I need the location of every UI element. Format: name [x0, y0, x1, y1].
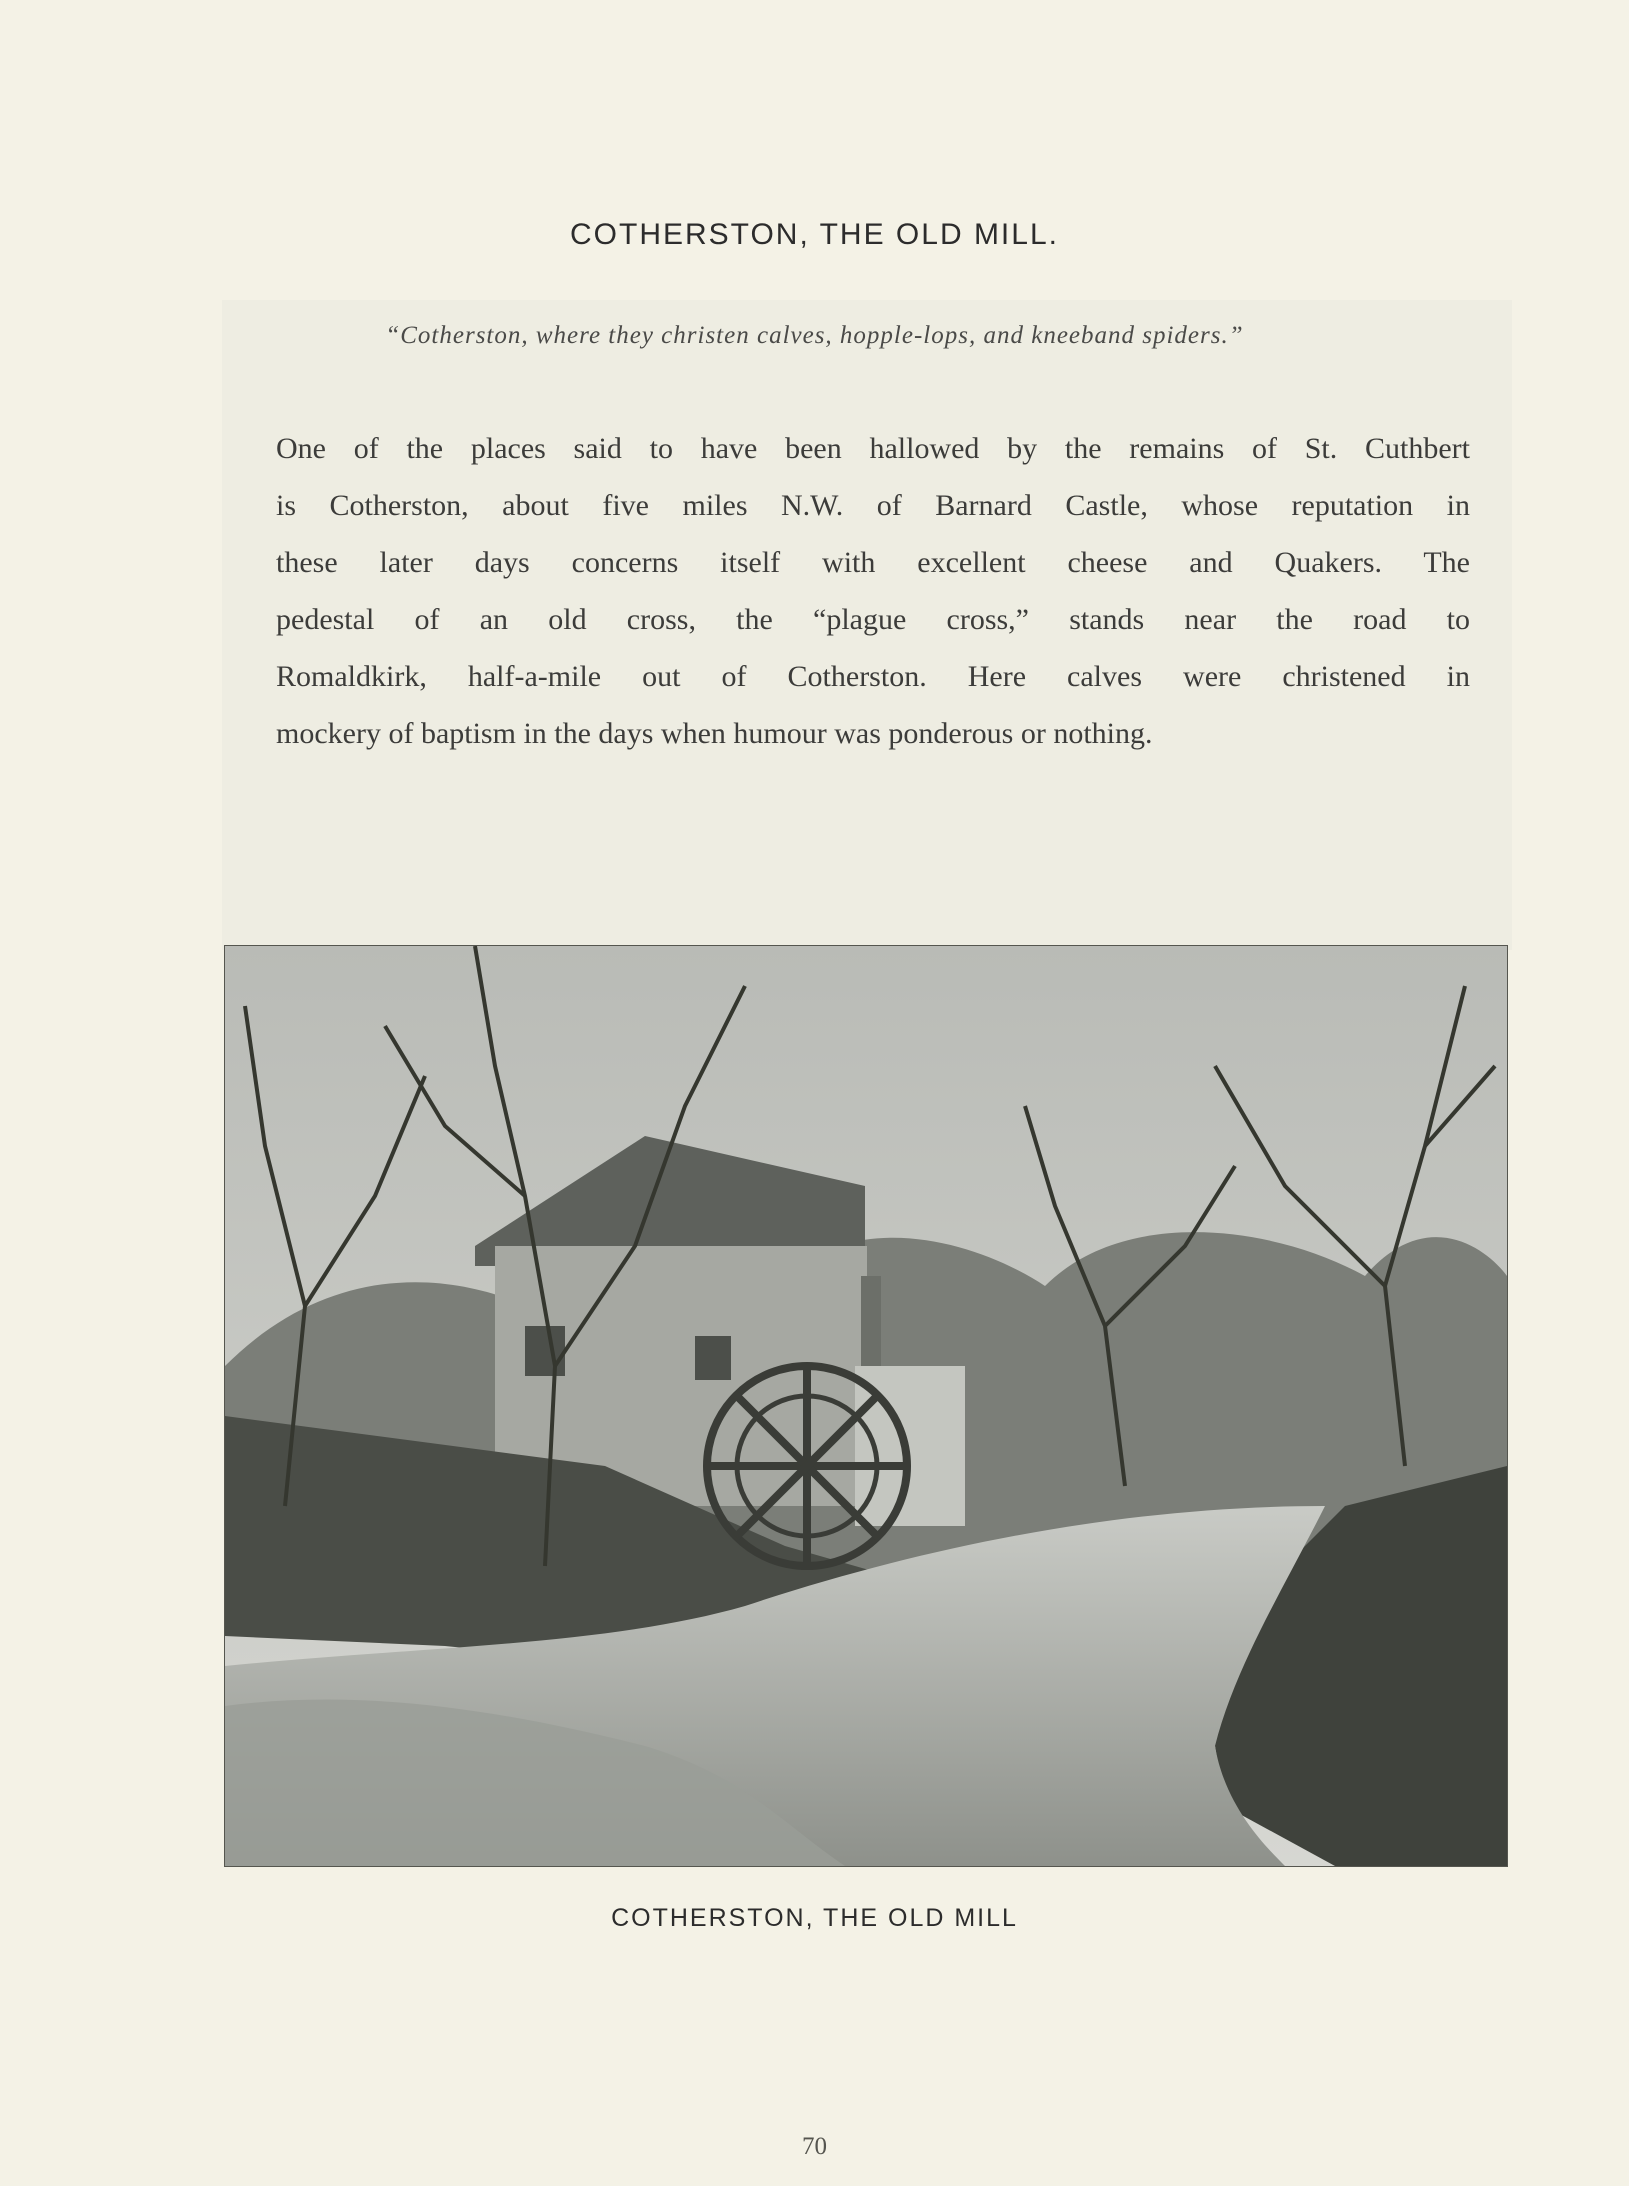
- water-wheel: [707, 1366, 907, 1566]
- paragraph-line: Romaldkirk, half-a-mile out of Cotherston. Here calves were christened in: [276, 660, 1470, 693]
- mill-window: [525, 1326, 565, 1376]
- paragraph-line: these later days concerns itself with excellent cheese and Quakers. The: [276, 546, 1470, 579]
- mill-chimney: [861, 1276, 881, 1366]
- old-mill-photograph: [224, 945, 1508, 1867]
- epigraph-quote: “Cotherston, where they christen calves, hopple-lops, and kneeband spiders.”: [385, 322, 1244, 349]
- paragraph-line: One of the places said to have been hallowed by the remains of St. Cuthbert: [276, 432, 1470, 465]
- photo-caption: COTHERSTON, THE OLD MILL: [611, 1904, 1018, 1932]
- photo-illustration: [225, 946, 1507, 1866]
- page-heading: COTHERSTON, THE OLD MILL.: [570, 218, 1059, 251]
- paragraph-line: is Cotherston, about five miles N.W. of Barnard Castle, whose reputation in: [276, 489, 1470, 522]
- body-paragraph: [276, 420, 1470, 762]
- mill-window: [695, 1336, 731, 1380]
- page-number: 70: [802, 2133, 827, 2160]
- paragraph-line: pedestal of an old cross, the “plague cross,” stands near the road to: [276, 603, 1470, 636]
- paragraph-line: mockery of baptism in the days when humour was ponderous or nothing.: [276, 717, 1153, 750]
